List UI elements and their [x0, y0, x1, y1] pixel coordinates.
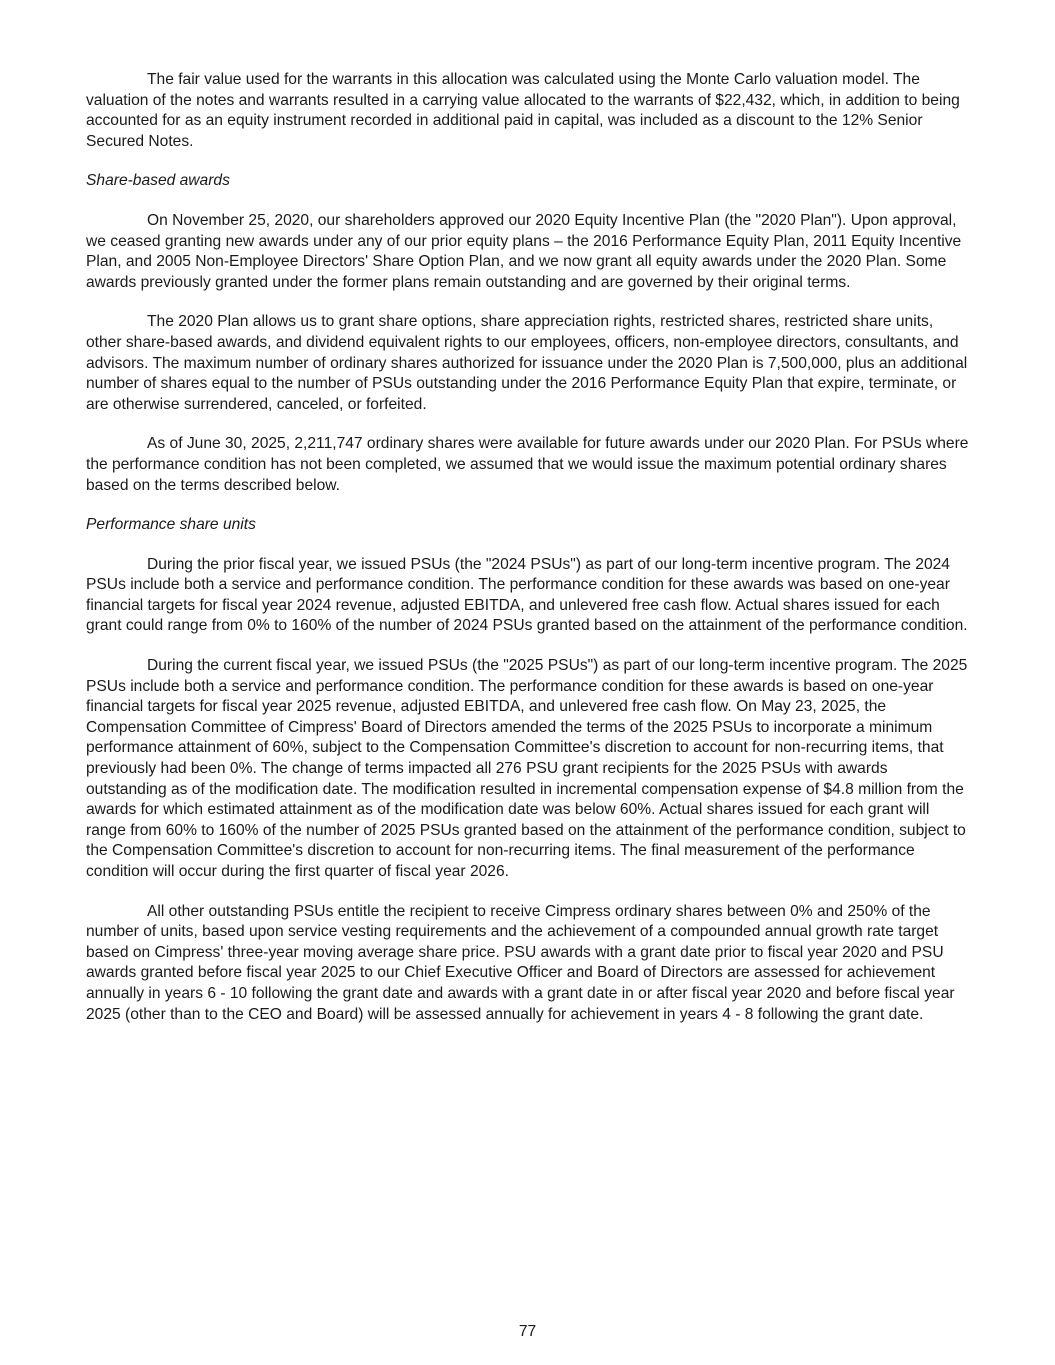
paragraph-2024-psus: During the prior fiscal year, we issued PSUs (the "2024 PSUs") as part of our long-term incentive program. The 2024 PSUs include both a service and performance condition. The performance condition for these awards was based on one-year financial targets for fiscal year 2024 revenue, adjusted EBITDA, and unlevered free cash flow. Actual shares issued for each grant could range from 0% to 160% of the number of 2024 PSUs granted based on the attainment of the performance condition. [86, 555, 968, 635]
document-body [86, 70, 972, 1044]
paragraph-available-shares: As of June 30, 2025, 2,211,747 ordinary shares were available for future awards under our 2020 Plan. For PSUs where the performance condition has not been completed, we assumed that we would issue the maximum potential ordinary shares based on the terms described below. [86, 435, 969, 494]
heading-share-based-awards: Share-based awards [86, 172, 230, 190]
paragraph-2020-plan-grants: The 2020 Plan allows us to grant share options, share appreciation rights, restricted shares, restricted share units, other share-based awards, and dividend equivalent rights to our employees, officers, non-employee directors, consultants, and advisors. The maximum number of ordinary shares authorized for issuance under the 2020 Plan is 7,500,000, plus an additional number of shares equal to the number of PSUs outstanding under the 2016 Performance Equity Plan that expire, terminate, or are otherwise surrendered, canceled, or forfeited. [86, 313, 968, 413]
page-number: 77 [518, 1323, 537, 1340]
heading-performance-share-units: Performance share units [86, 516, 256, 534]
paragraph-other-psus: All other outstanding PSUs entitle the recipient to receive Cimpress ordinary shares between 0% and 250% of the number of units, based upon service vesting requirements and the achievement of a compounded annual growth rate target based on Cimpress' three-year moving average share price. PSU awards with a grant date prior to fiscal year 2020 and PSU awards granted before fiscal year 2025 to our Chief Executive Officer and Board of Directors are assessed for achievement annually in years 6 - 10 following the grant date and awards with a grant date in or after fiscal year 2020 and before fiscal year 2025 (other than to the CEO and Board) will be assessed annually for achievement in years 4 - 8 following the grant date. [86, 902, 955, 1023]
paragraph-warrant-valuation: The fair value used for the warrants in this allocation was calculated using the Monte Carlo valuation model. The valuation of the notes and warrants resulted in a carrying value allocated to the warrants of $22,432, which, in addition to being accounted for as an equity instrument recorded in additional paid in capital, was included as a discount to the 12% Senior Secured Notes. [86, 71, 960, 150]
paragraph-2025-psus: During the current fiscal year, we issued PSUs (the "2025 PSUs") as part of our long-term incentive program. The 2025 PSUs include both a service and performance condition. The performance condition for these awards is based on one-year financial targets for fiscal year 2025 revenue, adjusted EBITDA, and unlevered free cash flow. On May 23, 2025, the Compensation Committee of Cimpress' Board of Directors amended the terms of the 2025 PSUs to incorporate a minimum performance attainment of 60%, subject to the Compensation Committee's discretion to account for non-recurring items, that previously had been 0%. The change of terms impacted all 276 PSU grant recipients for the 2025 PSUs with awards outstanding as of the modification date. The modification resulted in incremental compensation expense of $4.8 million from the awards for which estimated attainment as of the modification date was below 60%. Actual shares issued for each grant will range from 60% to 160% of the number of 2025 PSUs granted based on the attainment of the performance condition, subject to the Compensation Committee's discretion to account for non-recurring items. The final measurement of the performance condition will occur during the first quarter of fiscal year 2026. [86, 657, 968, 880]
paragraph-2020-plan-approval: On November 25, 2020, our shareholders approved our 2020 Equity Incentive Plan (the "2020 Plan"). Upon approval, we ceased granting new awards under any of our prior equity plans – the 2016 Performance Equity Plan, 2011 Equity Incentive Plan, and 2005 Non-Employee Directors' Share Option Plan, and we now grant all equity awards under the 2020 Plan. Some awards previously granted under the former plans remain outstanding and are governed by their original terms. [86, 211, 962, 291]
